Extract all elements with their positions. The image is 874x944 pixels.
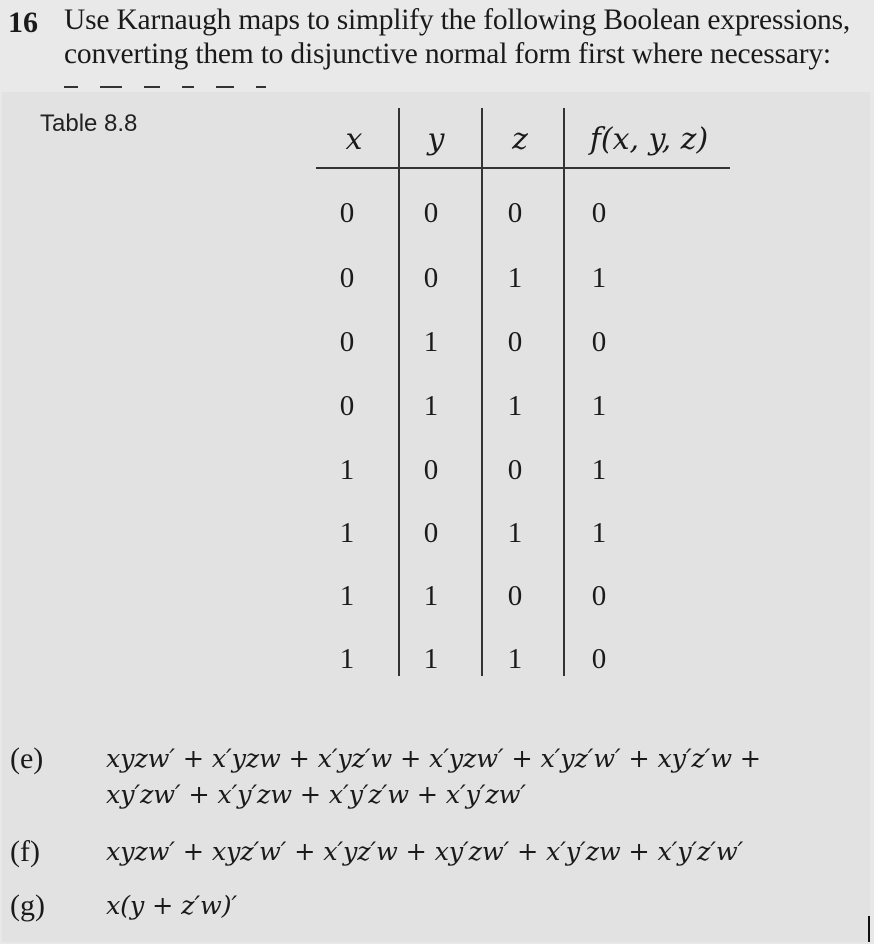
cell-x: 0: [339, 197, 355, 229]
cell-z: 0: [507, 197, 523, 229]
header-x: x: [345, 122, 363, 157]
cell-y: 0: [423, 454, 439, 486]
cropped-text-fragment: [64, 74, 304, 88]
cell-f: 1: [591, 390, 607, 422]
cell-y: 1: [423, 580, 439, 612]
table-row: [312, 580, 734, 636]
cell-y: 0: [423, 262, 439, 294]
cell-f: 1: [591, 517, 607, 549]
cell-x: 0: [339, 326, 355, 358]
table-row: [312, 197, 734, 253]
cell-z: 1: [507, 517, 523, 549]
table-row: [312, 454, 734, 510]
cell-z: 1: [507, 390, 523, 422]
cell-z: 0: [507, 326, 523, 358]
cell-f: 0: [591, 643, 607, 675]
truth-table: [312, 106, 734, 680]
exercise-e-label: (e): [10, 742, 44, 775]
exercise-g-expression: x(y + z′w)′: [106, 891, 237, 921]
cell-y: 0: [423, 517, 439, 549]
table-row: [312, 390, 734, 446]
problem-text-line-1: Use Karnaugh maps to simplify the following Boolean expressions,: [64, 4, 851, 36]
cell-x: 0: [339, 262, 355, 294]
cell-f: 1: [591, 454, 607, 486]
cell-x: 1: [339, 517, 355, 549]
header-z: z: [512, 122, 528, 157]
cell-y: 1: [423, 643, 439, 675]
table-row: [312, 262, 734, 318]
cell-z: 0: [507, 454, 523, 486]
cell-x: 0: [339, 390, 355, 422]
table-caption: Table 8.8: [40, 110, 138, 137]
header-y: y: [427, 122, 445, 157]
exercise-e-expression-line-1: xyzw′ + x′yzw + x′yz′w + x′yzw′ + x′yz′w′ + xy′z′w +: [106, 744, 761, 774]
cell-f: 0: [591, 580, 607, 612]
exercise-f-label: (f): [10, 835, 40, 868]
table-row: [312, 326, 734, 382]
problem-number: 16: [8, 6, 38, 39]
cell-z: 0: [507, 580, 523, 612]
cell-y: 0: [423, 197, 439, 229]
table-row: [312, 517, 734, 573]
cell-y: 1: [423, 390, 439, 422]
cell-z: 1: [507, 643, 523, 675]
exercise-f-expression: xyzw′ + xyz′w′ + x′yz′w + xy′zw′ + x′y′zw + x′y′z′w′: [106, 837, 744, 867]
table-row: [312, 643, 734, 699]
header-divider: [316, 167, 730, 169]
cell-z: 1: [507, 262, 523, 294]
header-f: f(x, y, z): [589, 122, 709, 157]
cell-f: 0: [591, 326, 607, 358]
exercise-g-label: (g): [10, 889, 45, 922]
problem-text-line-2: converting them to disjunctive normal form first where necessary:: [64, 38, 831, 70]
cell-x: 1: [339, 643, 355, 675]
content-panel: [2, 92, 870, 942]
cell-f: 0: [591, 197, 607, 229]
cell-x: 1: [339, 580, 355, 612]
problem-header: [0, 0, 874, 92]
cell-y: 1: [423, 326, 439, 358]
cell-x: 1: [339, 454, 355, 486]
exercise-e-expression-line-2: xy′zw′ + x′y′zw + x′y′z′w + x′y′zw′: [106, 780, 526, 810]
cell-f: 1: [591, 262, 607, 294]
text-cursor: [868, 916, 870, 942]
